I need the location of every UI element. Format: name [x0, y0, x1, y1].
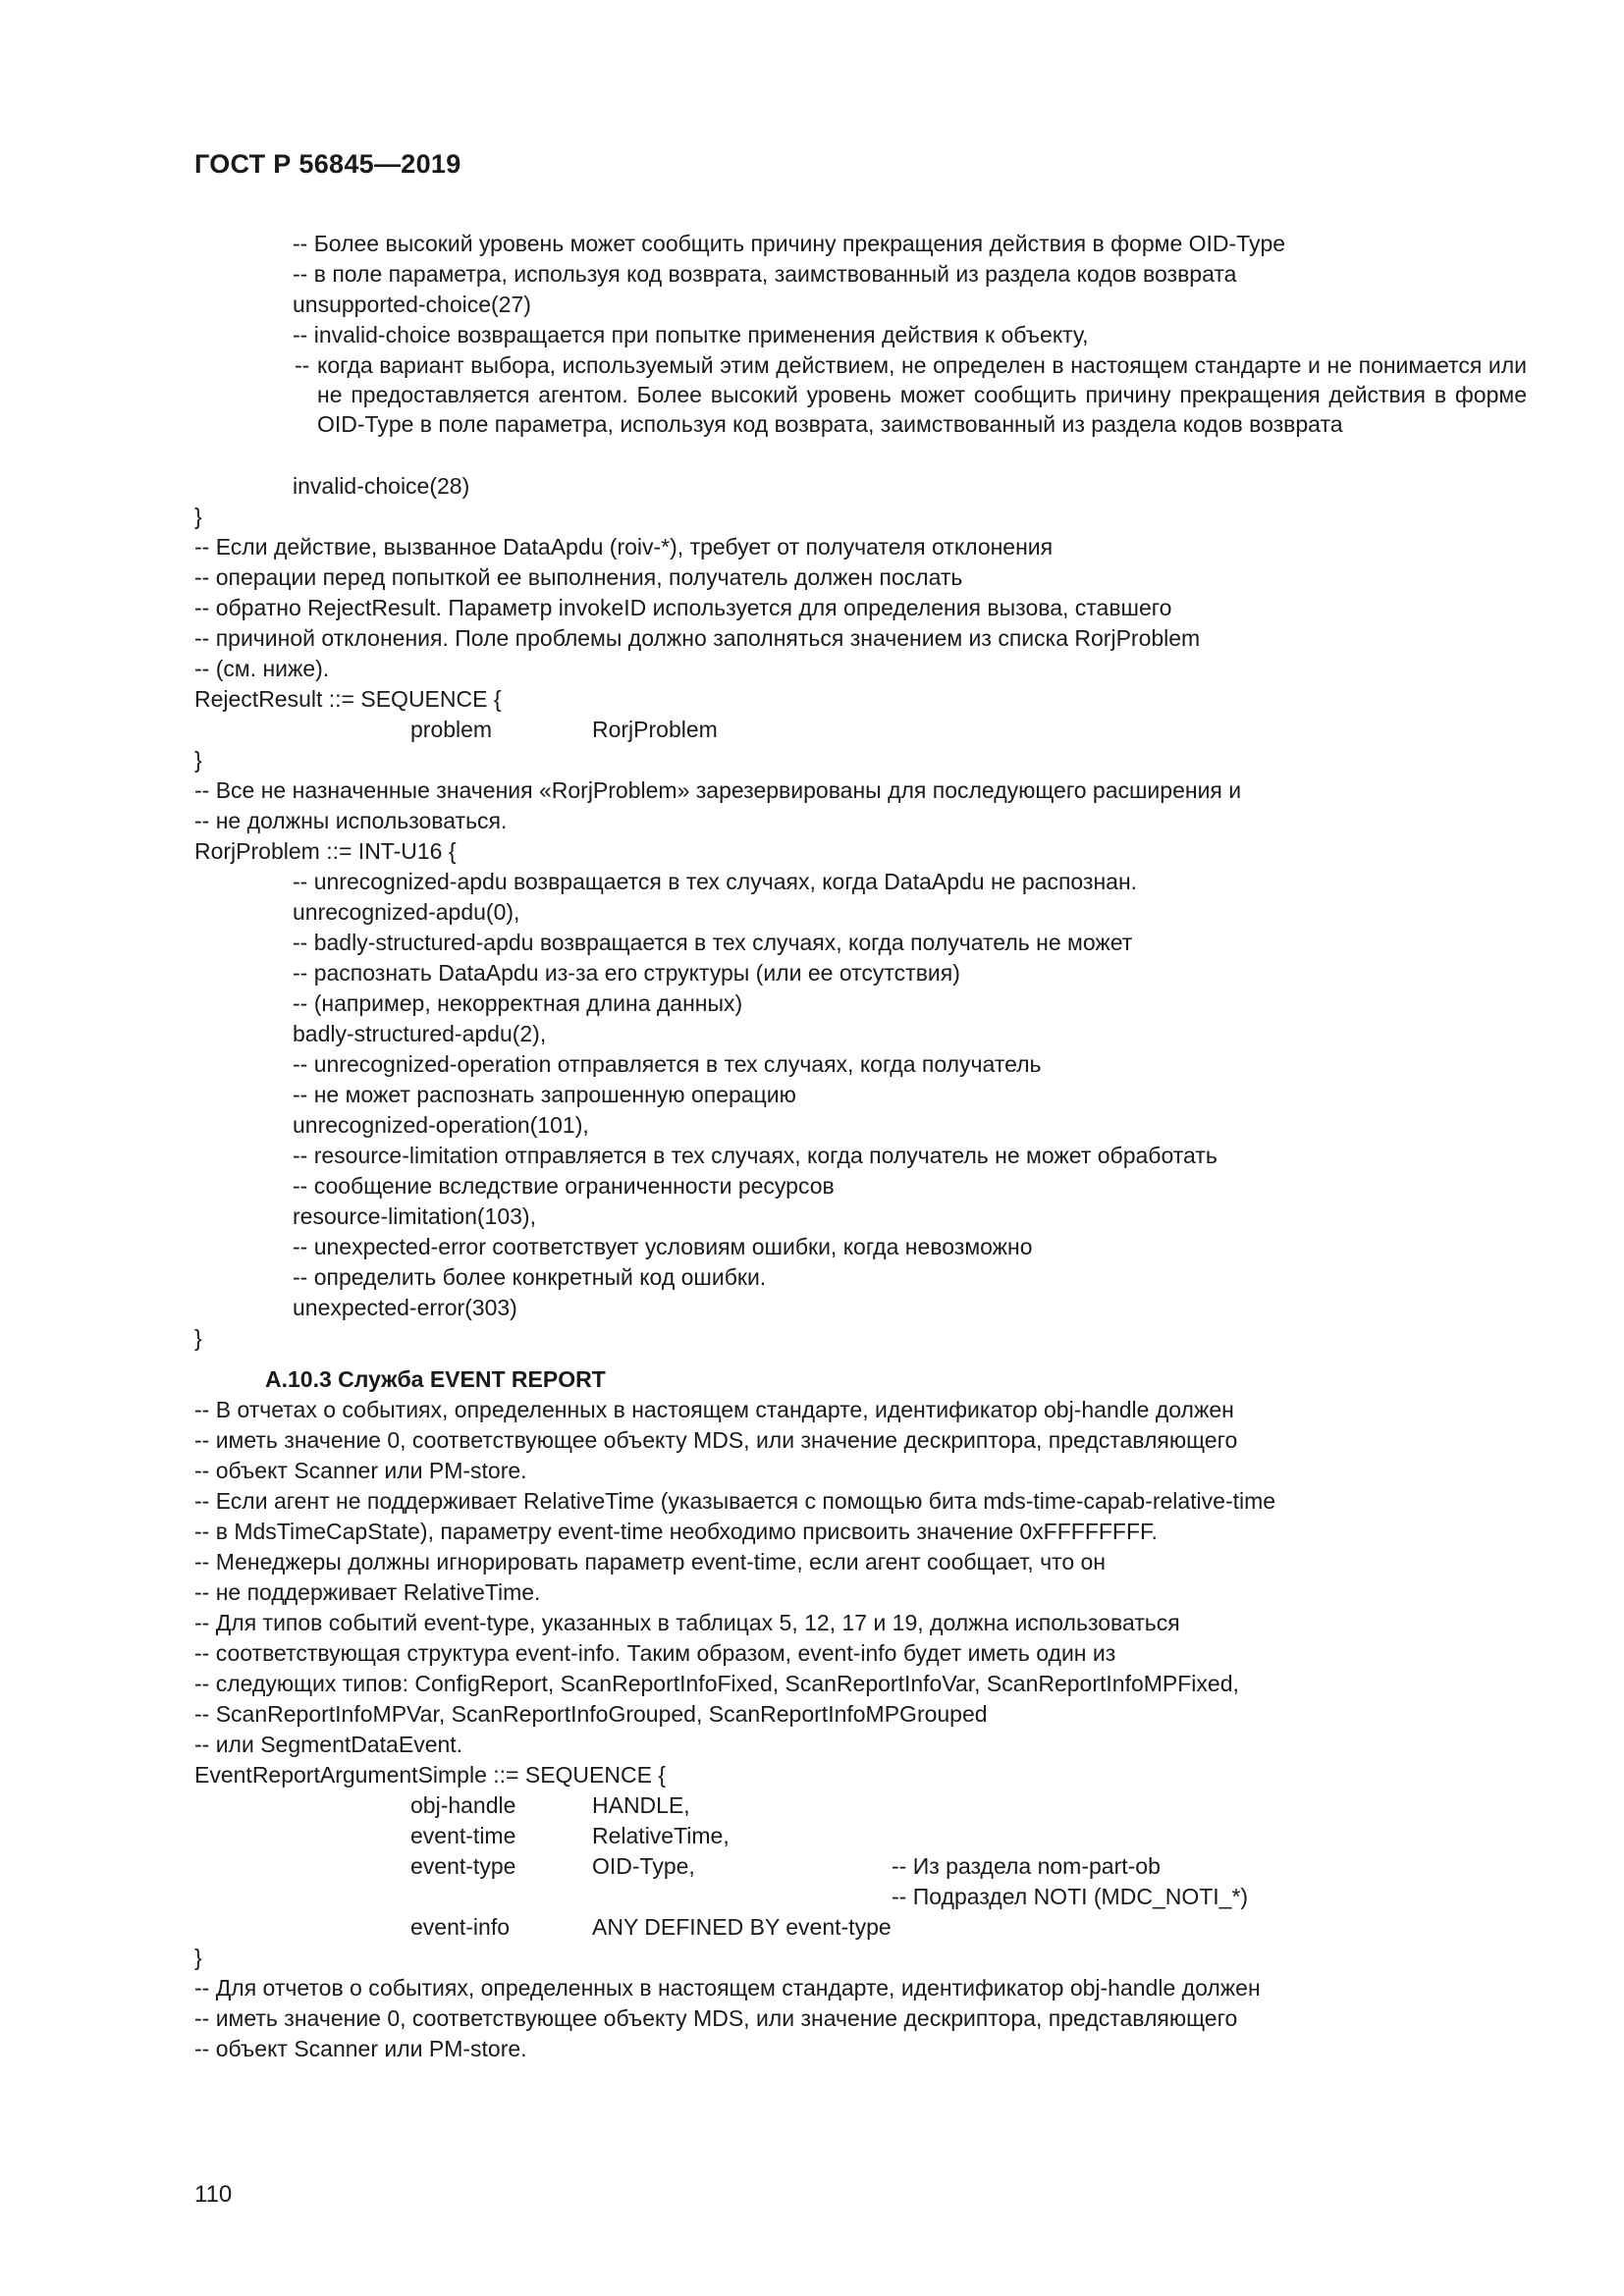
text-line: -- следующих типов: ConfigReport, ScanReportInfoFixed, ScanReportInfoVar, ScanReportInfoMPFixed, [194, 1671, 1239, 1696]
text-line: -- определить более конкретный код ошибки. [293, 1264, 767, 1290]
field-name: event-info [410, 1914, 511, 1940]
page-number: 110 [194, 2181, 233, 2208]
text-line: -- badly-structured-apdu возвращается в тех случаях, когда получатель не может [293, 930, 1133, 955]
text-line: -- не должны использоваться. [194, 808, 508, 833]
text-line: -- unrecognized-apdu возвращается в тех случаях, когда DataApdu не распознан. [293, 869, 1138, 894]
text-line: -- unrecognized-operation отправляется в тех случаях, когда получатель [293, 1051, 1042, 1077]
document-header: ГОСТ Р 56845—2019 [194, 149, 461, 179]
text-line: -- В отчетах о событиях, определенных в настоящем стандарте, идентификатор obj-handle должен [194, 1397, 1234, 1422]
text-line: unrecognized-operation(101), [293, 1112, 589, 1138]
text-line: -- иметь значение 0, соответствующее объекту MDS, или значение дескриптора, представляющего [194, 1427, 1238, 1453]
text-line: -- не поддерживает RelativeTime. [194, 1579, 541, 1605]
field-type: RorjProblem [592, 717, 718, 742]
text-line: -- в поле параметра, используя код возврата, заимствованный из раздела кодов возврата [293, 261, 1237, 287]
text-line: RorjProblem ::= INT-U16 { [194, 838, 457, 864]
text-line: -- причиной отклонения. Поле проблемы должно заполняться значением из списка RorjProblem [194, 625, 1201, 651]
field-type: OID-Type, [592, 1853, 695, 1879]
field-comment: -- Подраздел NOTI (MDC_NOTI_*) [892, 1884, 1249, 1909]
closing-brace: } [194, 747, 202, 773]
field-type: ANY DEFINED BY event-type [592, 1914, 892, 1940]
text-line: EventReportArgumentSimple ::= SEQUENCE { [194, 1762, 667, 1788]
text-line: invalid-choice(28) [293, 473, 470, 499]
text-line: -- объект Scanner или PM-store. [194, 1458, 527, 1483]
text-line: -- Если действие, вызванное DataApdu (roiv-*), требует от получателя отклонения [194, 534, 1054, 560]
text-line: -- соответствующая структура event-info. Таким образом, event-info будет иметь один из [194, 1640, 1116, 1666]
text-line: -- (см. ниже). [194, 656, 330, 681]
closing-brace: } [194, 1945, 202, 1970]
text-line: -- обратно RejectResult. Параметр invokeID используется для определения вызова, ставшего [194, 595, 1172, 620]
text-line: -- Для типов событий event-type, указанных в таблицах 5, 12, 17 и 19, должна использоваться [194, 1610, 1180, 1635]
text-line: -- Все не назначенные значения «RorjProblem» зарезервированы для последующего расширения и [194, 777, 1242, 803]
text-line: -- ScanReportInfoMPVar, ScanReportInfoGrouped, ScanReportInfoMPGrouped [194, 1701, 988, 1727]
field-name: obj-handle [410, 1792, 516, 1818]
text-line: -- Для отчетов о событиях, определенных в настоящем стандарте, идентификатор obj-handle должен [194, 1975, 1261, 2001]
closing-brace: } [194, 1325, 202, 1351]
text-line: -- resource-limitation отправляется в тех случаях, когда получатель не может обработать [293, 1143, 1218, 1168]
field-name: event-type [410, 1853, 516, 1879]
text-line: resource-limitation(103), [293, 1203, 536, 1229]
text-line: -- операции перед попыткой ее выполнения, получатель должен послать [194, 564, 963, 590]
text-line: -- или SegmentDataEvent. [194, 1732, 463, 1757]
text-line: -- Более высокий уровень может сообщить причину прекращения действия в форме OID-Type [293, 231, 1286, 256]
text-line: -- Если агент не поддерживает RelativeTime (указывается с помощью бита mds-time-capab-relative-time [194, 1488, 1276, 1514]
field-type: RelativeTime, [592, 1823, 730, 1848]
text-dash: -- [295, 352, 310, 378]
field-comment: -- Из раздела nom-part-ob [892, 1853, 1161, 1879]
field-name: event-time [410, 1823, 516, 1848]
text-line: -- не может распознать запрошенную операцию [293, 1082, 796, 1107]
field-name: problem [410, 717, 493, 742]
text-line: -- (например, некорректная длина данных) [293, 990, 743, 1016]
text-line: -- unexpected-error соответствует условиям ошибки, когда невозможно [293, 1234, 1033, 1259]
closing-brace: } [194, 504, 202, 529]
text-line: -- распознать DataApdu из-за его структуры (или ее отсутствия) [293, 960, 960, 986]
text-line: -- объект Scanner или PM-store. [194, 2036, 527, 2061]
text-line: unexpected-error(303) [293, 1295, 517, 1320]
text-line: -- Менеджеры должны игнорировать параметр event-time, если агент сообщает, что он [194, 1549, 1106, 1575]
text-line: -- invalid-choice возвращается при попытке применения действия к объекту, [293, 322, 1089, 347]
text-line: badly-structured-apdu(2), [293, 1021, 547, 1046]
text-line: -- сообщение вследствие ограниченности ресурсов [293, 1173, 835, 1199]
text-line: unsupported-choice(27) [293, 292, 531, 317]
section-heading: А.10.3 Служба EVENT REPORT [265, 1366, 606, 1392]
text-line: unrecognized-apdu(0), [293, 899, 520, 925]
text-line: -- в MdsTimeCapState), параметру event-time необходимо присвоить значение 0xFFFFFFFF. [194, 1519, 1158, 1544]
justified-paragraph: когда вариант выбора, используемый этим действием, не определен в настоящем стандарте и не понимается или не предоставляется агентом. Более высокий уровень может сообщить причину прекращения действия в форме OID-Type в поле параметра, используя код возврата, заимствованный из раздела кодов возврата [317, 352, 1527, 437]
text-line: RejectResult ::= SEQUENCE { [194, 686, 502, 712]
field-type: HANDLE, [592, 1792, 690, 1818]
text-line: -- иметь значение 0, соответствующее объекту MDS, или значение дескриптора, представляющего [194, 2005, 1238, 2031]
